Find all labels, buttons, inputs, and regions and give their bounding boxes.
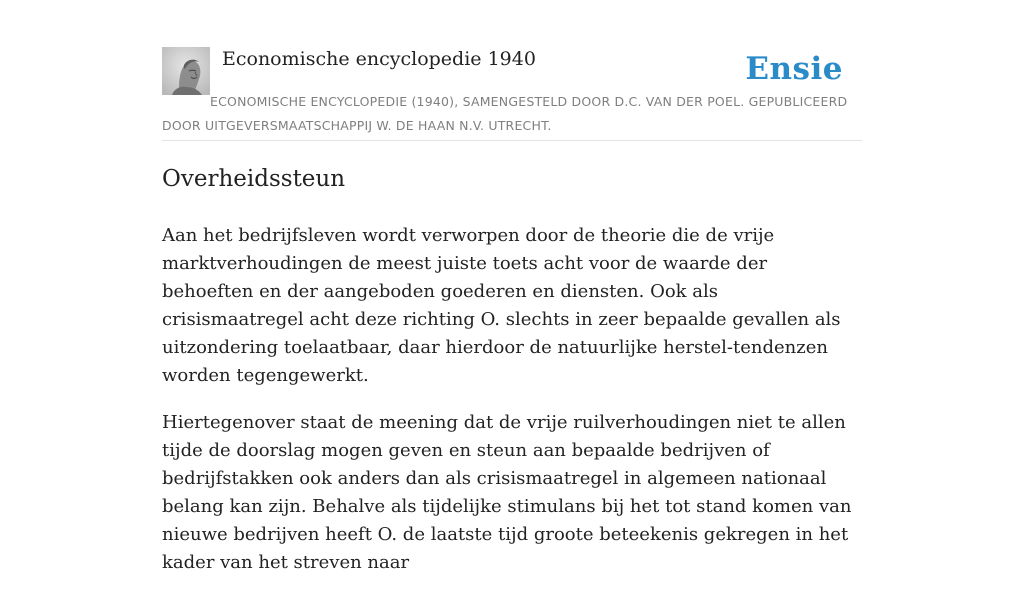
article-paragraph: Hiertegenover staat de meening dat de vrije ruilverhoudingen niet te allen tijde de doorslag mogen geven en steun aan bepaalde bedrijven of bedrijfstakken ook anders dan als crisismaatregel in algemeen nationaal belang kan zijn. Behalve als tijdelijke stimulans bij het tot stand komen van nieuwe bedrijven heeft O. de laatste tijd groote beteekenis gekregen in het kader van het streven naar: [162, 412, 852, 573]
source-header: [162, 46, 862, 141]
source-description: ECONOMISCHE ENCYCLOPEDIE (1940), SAMENGESTELD DOOR D.C. VAN DER POEL. GEPUBLICEERD DOOR UITGEVERSMAATSCHAPPIJ W. DE HAAN N.V. UTRECHT.: [162, 94, 848, 133]
source-title[interactable]: Economische encyclopedie 1940: [222, 48, 536, 70]
article-paragraph: Aan het bedrijfsleven wordt verworpen door de theorie die de vrije marktverhoudingen de meest juiste toets acht voor de waarde der behoeften en der aangeboden goederen en diensten. Ook als crisismaatregel acht deze richting O. slechts in zeer bepaalde gevallen als uitzondering toelaatbaar, daar hierdoor de natuurlijke herstel-tendenzen worden tegengewerkt.: [162, 225, 841, 386]
portrait-avatar-icon[interactable]: [162, 47, 210, 95]
article: [162, 160, 862, 596]
brand-logo[interactable]: Ensie: [745, 51, 843, 87]
article-title: Overheidssteun: [162, 166, 346, 192]
